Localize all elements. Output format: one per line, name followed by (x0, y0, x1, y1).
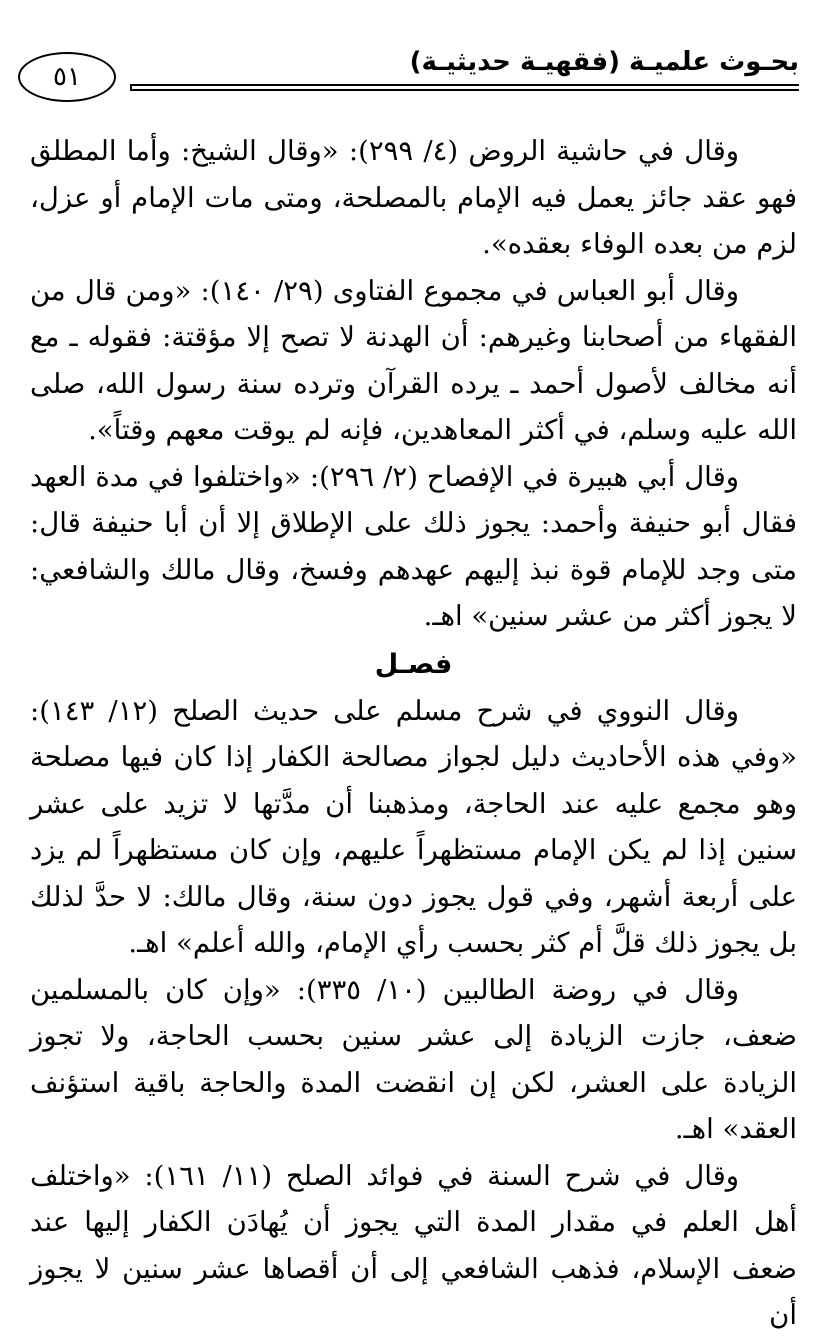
paragraph: وقال النووي في شرح مسلم على حديث الصلح (١٢/ ١٤٣): «وفي هذه الأحاديث دليل لجواز مصالحة الكفار إذا كان فيها مصلحة وهو مجمع عليه عند الحاجة، ومذهبنا أن مدَّتها لا تزيد على عشر سنين إذا لم يكن الإمام مستظهراً عليهم، وإن كان مستظهراً لم يزد على أربعة أشهر، وفي قول يجوز دون سنة، وقال مالك: لا حدَّ لذلك بل يجوز ذلك قلَّ أم كثر بحسب رأي الإمام، والله أعلم» اهـ. (30, 694, 797, 959)
header-rule (130, 84, 799, 91)
page-body (30, 128, 797, 1339)
paragraph: وقال أبي هبيرة في الإفصاح (٢/ ٢٩٦): «واختلفوا في مدة العهد فقال أبو حنيفة وأحمد: يجوز ذلك على الإطلاق إلا أن أبا حنيفة قال: متى وجد للإمام قوة نبذ إليهم عهدهم وفسخ، وقال مالك والشافعي: لا يجوز أكثر من عشر سنين» اهـ. (30, 460, 797, 632)
section-heading: فصـل (374, 648, 453, 680)
paragraph: وقال في شرح السنة في فوائد الصلح (١١/ ١٦١): «واختلف أهل العلم في مقدار المدة التي يجوز أن يُهادَن الكفار إليها عند ضعف الإسلام، فذهب الشافعي إلى أن أقصاها عشر سنين لا يجوز أن (30, 1159, 797, 1331)
paragraph: وقال في روضة الطالبين (١٠/ ٣٣٥): «وإن كان بالمسلمين ضعف، جازت الزيادة إلى عشر سنين بحسب الحاجة، ولا تجوز الزيادة على العشر، لكن إن انقضت المدة والحاجة باقية استؤنف العقد» اهـ. (30, 973, 797, 1145)
running-title: بحـوث علميـة (فقهيـة حديثيـة) (409, 47, 799, 77)
page-header (18, 40, 799, 110)
paragraph: وقال أبو العباس في مجموع الفتاوى (٢٩/ ١٤٠): «ومن قال من الفقهاء من أصحابنا وغيرهم: أن الهدنة لا تصح إلا مؤقتة: فقوله ـ مع أنه مخالف لأصول أحمد ـ يرده القرآن وترده سنة رسول الله، صلى الله عليه وسلم، في أكثر المعاهدين، فإنه لم يوقت معهم وقتاً». (30, 274, 797, 446)
paragraph: وقال في حاشية الروض (٤/ ٢٩٩): «وقال الشيخ: وأما المطلق فهو عقد جائز يعمل فيه الإمام بالمصلحة، ومتى مات الإمام أو عزل، لزم من بعده الوفاء بعقده». (30, 135, 797, 260)
page-number-badge: ٥١ (18, 52, 116, 102)
